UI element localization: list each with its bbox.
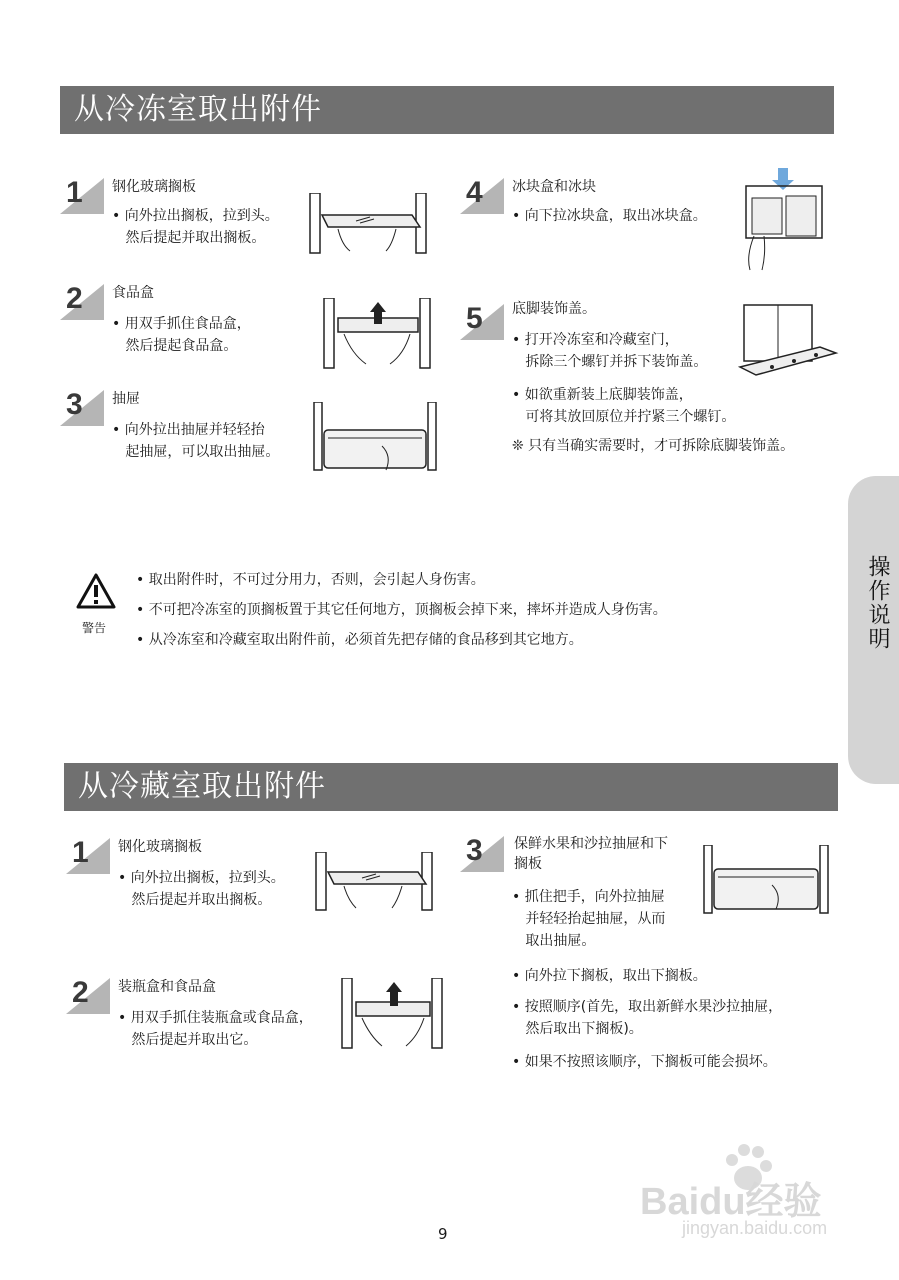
step-number-badge: 2 — [66, 978, 110, 1014]
step-instruction: • 用双手抓住装瓶盒或食品盒， 然后提起并取出它。 — [118, 1010, 313, 1048]
crisper-drawer-illustration — [702, 845, 830, 915]
step-instruction: • 向外拉下搁板，取出下搁板。 — [512, 968, 707, 984]
step-instruction: • 按照顺序(首先，取出新鲜水果沙拉抽屉， 然后取出下搁板)。 — [512, 999, 783, 1037]
drawer-illustration — [312, 402, 438, 472]
step-instruction: • 如欲重新装上底脚装饰盖， 可将其放回原位并拧紧三个螺钉。 — [512, 387, 736, 425]
ice-tray-illustration — [742, 166, 826, 272]
step-instruction: • 向下拉冰块盒，取出冰块盒。 — [512, 208, 707, 224]
side-tab-label: 操作说明 — [865, 555, 890, 651]
warning-item: • 取出附件时，不可过分用力，否则，会引起人身伤害。 — [136, 572, 485, 588]
step-title: 保鲜水果和沙拉抽屉和下 搁板 — [514, 836, 668, 872]
step-number-badge: 3 — [460, 836, 504, 872]
food-box-illustration — [322, 298, 432, 370]
step-instruction: • 向外拉出搁板，拉到头。 然后提起并取出搁板。 — [112, 208, 279, 246]
step-number-badge: 2 — [60, 284, 104, 320]
step-instruction: • 如果不按照该顺序，下搁板可能会损坏。 — [512, 1054, 777, 1070]
step-number-badge: 1 — [60, 178, 104, 214]
step-number-badge: 4 — [460, 178, 504, 214]
fridge-section-title: 从冷藏室取出附件 — [64, 763, 838, 811]
step-title: 装瓶盒和食品盒 — [118, 979, 216, 995]
step-number-badge: 5 — [460, 304, 504, 340]
step-instruction: • 向外拉出搁板，拉到头。 然后提起并取出搁板。 — [118, 870, 285, 908]
glass-shelf-illustration — [308, 193, 430, 255]
step-title: 钢化玻璃搁板 — [112, 179, 196, 195]
step-number-badge: 1 — [66, 838, 110, 874]
glass-shelf-illustration — [314, 852, 436, 912]
watermark-url: jingyan.baidu.com — [682, 1218, 828, 1238]
bottle-box-illustration — [340, 978, 444, 1050]
watermark-brand: Baidu经验 — [640, 1181, 822, 1223]
step-number-badge: 3 — [60, 390, 104, 426]
warning-icon — [76, 572, 116, 610]
step-title: 食品盒 — [112, 285, 154, 301]
step-instruction: • 向外拉出抽屉并轻轻抬 起抽屉，可以取出抽屉。 — [112, 422, 280, 460]
step-title: 底脚装饰盖。 — [512, 301, 596, 317]
freezer-section-title: 从冷冻室取出附件 — [60, 86, 834, 134]
step-title: 冰块盒和冰块 — [512, 179, 596, 195]
step-instruction: • 抓住把手，向外拉抽屉 并轻轻抬起抽屉，从而 取出抽屉。 — [512, 889, 666, 949]
warning-item: • 从冷冻室和冷藏室取出附件前，必须首先把存储的食品移到其它地方。 — [136, 632, 583, 648]
step-title: 钢化玻璃搁板 — [118, 839, 202, 855]
step-title: 抽屉 — [112, 391, 140, 407]
step-instruction: • 打开冷冻室和冷藏室门， 拆除三个螺钉并拆下装饰盖。 — [512, 332, 708, 370]
step-instruction: • 用双手抓住食品盒， 然后提起食品盒。 — [112, 316, 251, 354]
base-grille-illustration — [736, 303, 840, 385]
warning-item: • 不可把冷冻室的顶搁板置于其它任何地方，顶搁板会掉下来，摔坏并造成人身伤害。 — [136, 602, 667, 618]
page-number: 9 — [438, 1225, 448, 1243]
step-note: ❊ 只有当确实需要时，才可拆除底脚装饰盖。 — [512, 438, 795, 454]
warning-label: 警告 — [82, 621, 107, 635]
